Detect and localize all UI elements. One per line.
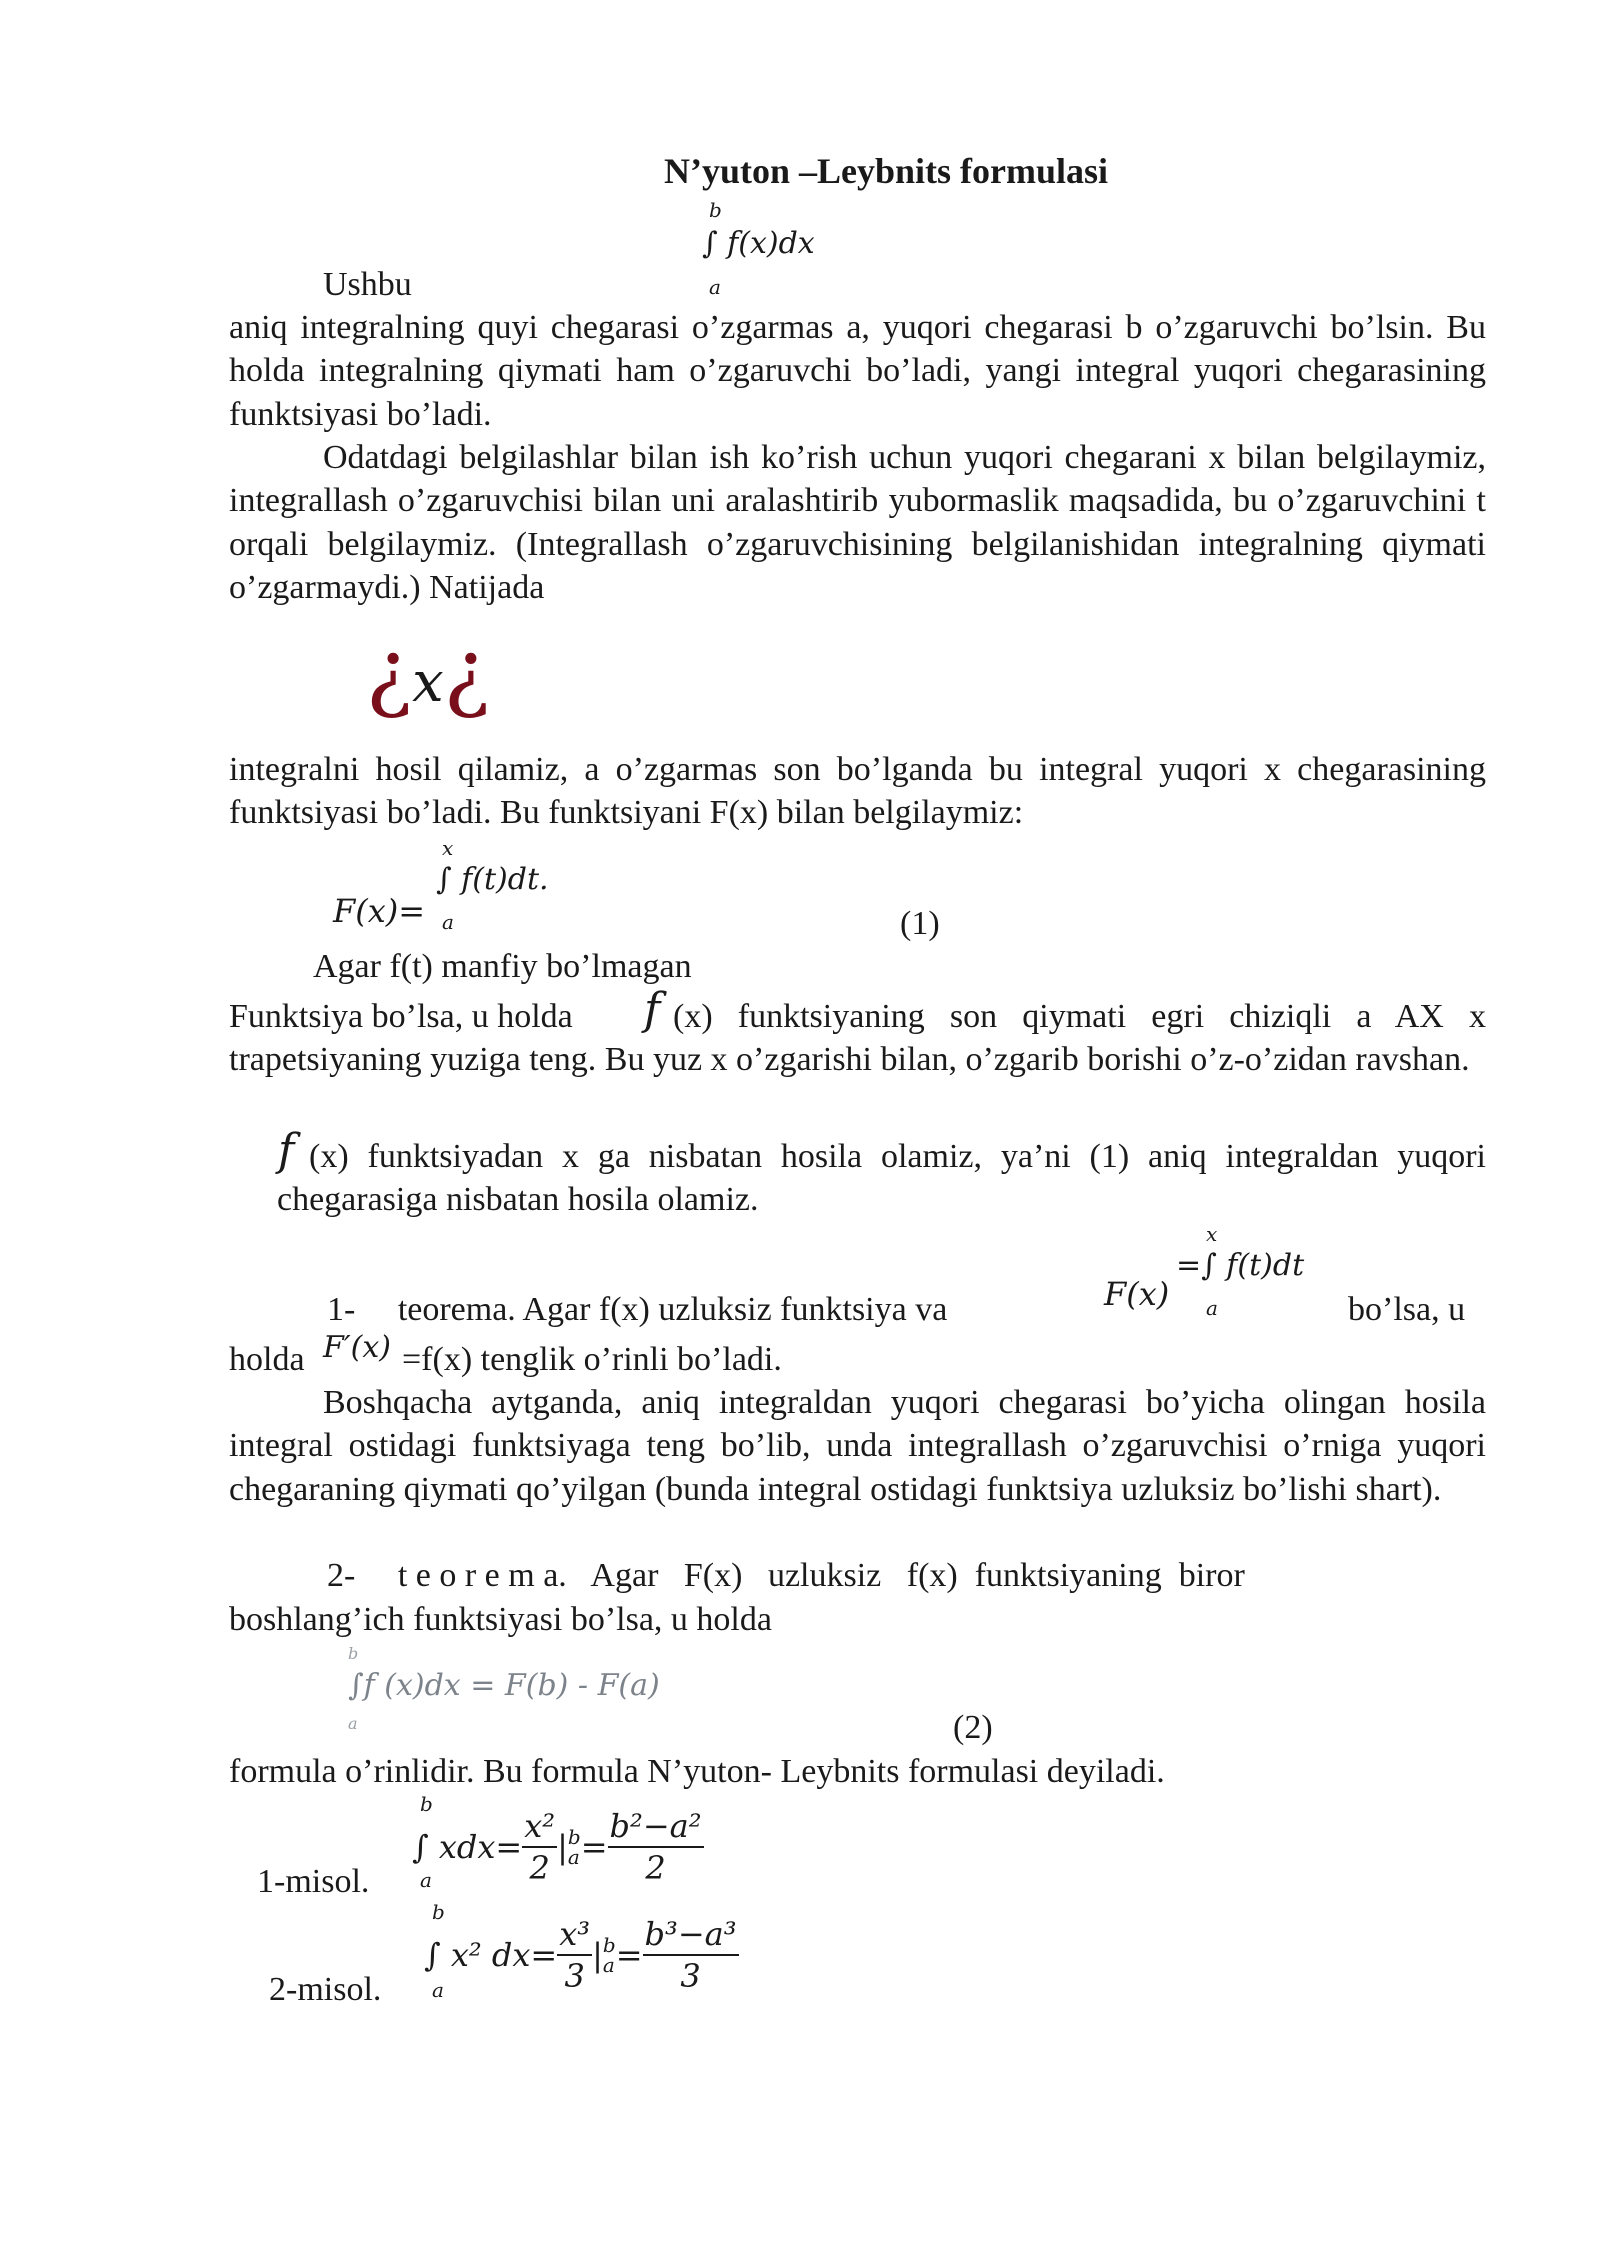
example1-frac1 <box>522 1806 557 1888</box>
theorem1-tail: bo’lsa, u <box>1348 1291 1466 1328</box>
example1-bar-lower: a <box>567 1845 580 1869</box>
intro-lead: Ushbu <box>323 266 412 303</box>
glyph-formula <box>366 622 490 733</box>
example1-upper: b <box>420 1792 433 1816</box>
example2-frac2 <box>643 1914 739 1996</box>
eq2-lower: a <box>348 1714 358 1733</box>
paragraph-4: (x) funktsiyaning son qiymati egri chiziqli a AX x trapetsiyaning yuziga teng. Bu yuz x o’zgarishi bilan, o’zgarib borishi o’z-o’zidan ravshan. <box>229 998 1486 1079</box>
example2-bar: | <box>592 1936 603 1974</box>
example2-frac1-num: x³ <box>557 1914 592 1956</box>
example1-eq: = <box>580 1828 608 1866</box>
theorem2-line2: boshlang’ich funktsiyasi bo’lsa, u holda <box>229 1601 772 1638</box>
paragraph-7: formula o’rinlidir. Bu formula N’yuton- Leybnits formulasi deyiladi. <box>229 1753 1165 1790</box>
example2-frac2-num: b³−a³ <box>643 1914 739 1956</box>
example1-label: 1-misol. <box>257 1863 370 1900</box>
eq1-integral: ∫ f(t)dt. <box>436 862 549 897</box>
example1-frac1-num: x² <box>522 1806 557 1848</box>
glyph-right: ¿ <box>443 622 490 722</box>
example2-eq: = <box>615 1936 643 1974</box>
intro-integral: ∫ f(x)dx <box>702 226 815 261</box>
example1-bar: | <box>557 1828 568 1866</box>
paragraph-3: integralni hosil qilamiz, a o’zgarmas son bo’lganda bu integral yuqori x chegarasining funktsiyasi bo’ladi. Bu funktsiyani F(x) bilan belgilaymiz: <box>229 751 1486 832</box>
eq1-lhs: F(x)= <box>333 892 426 930</box>
example2-bar-lower: a <box>602 1953 615 1977</box>
eq1-lower: a <box>442 910 454 934</box>
example2-formula <box>424 1914 739 1996</box>
theorem1-upper: x <box>1206 1222 1218 1246</box>
example2-frac1-den: 3 <box>564 1957 585 1995</box>
theorem1-line2-tail: =f(x) tenglik o’rinli bo’ladi. <box>402 1341 782 1378</box>
intro-integral-lower: a <box>709 275 721 299</box>
theorem1-formula-rhs: =∫ f(t)dt <box>1176 1248 1305 1283</box>
eq2-number: (2) <box>953 1709 993 1746</box>
example1-formula <box>412 1806 704 1888</box>
example1-lower: a <box>420 1868 432 1892</box>
page-title: N’yuton –Leybnits formulasi <box>663 151 1109 191</box>
theorem1-formula-lhs: F(x) <box>1104 1275 1170 1313</box>
paragraph-4-f: f <box>644 984 661 1035</box>
eq2-upper: b <box>348 1644 359 1663</box>
theorem1-lead: 1- teorema. Agar f(x) uzluksiz funktsiya va <box>327 1291 948 1328</box>
example1-bar-upper: b <box>567 1825 581 1849</box>
example1-frac1-den: 2 <box>529 1849 550 1887</box>
example1-frac2-den: 2 <box>645 1849 666 1887</box>
intro-integral-upper: b <box>709 198 722 222</box>
paragraph-2: Odatdagi belgilashlar bilan ish ko’rish uchun yuqori chegarani x bilan belgilaymiz, integrallash o’zgaruvchisi bilan uni aralashtirib yubormaslik maqsadida, bu o’zgaruvchini t orqali belgilaymiz. (Integrallash o’zgaruvchisining belgilanishidan integralning qiymati o’zgarmaydi.) Natijada <box>229 439 1486 607</box>
theorem1-line2-formula: F′(x) <box>323 1330 391 1365</box>
paragraph-6: Boshqacha aytganda, aniq integraldan yuqori chegarasi bo’yicha olingan hosila integral ostidagi funktsiyaga teng bo’lib, unda integrallash o’zgaruvchisi o’rniga yuqori chegaraning qiymati qo’yilgan (bunda integral ostidagi funktsiya uzluksiz bo’lishi shart). <box>229 1384 1486 1508</box>
example1-frac2-num: b²−a² <box>608 1806 704 1848</box>
glyph-mid: x <box>412 650 444 715</box>
paragraph-4-line1: Agar f(t) manfiy bo’lmagan <box>313 948 692 985</box>
example2-frac1 <box>557 1914 592 1996</box>
example1-integrand: ∫ xdx= <box>412 1828 523 1866</box>
paragraph-1: aniq integralning quyi chegarasi o’zgarmas a, yuqori chegarasi b o’zgaruvchi bo’lsin. Bu holda integralning qiymati ham o’zgaruvchi bo’ladi, yangi integral yuqori chegarasining funktsiyasi bo’ladi. <box>229 309 1486 433</box>
eq2-formula: ∫f (x)dx = F(b) - F(a) <box>348 1668 660 1703</box>
glyph-left: ¿ <box>366 622 413 722</box>
eq1-number: (1) <box>900 905 940 942</box>
paragraph-4-lead: Funktsiya bo’lsa, u holda <box>229 998 573 1035</box>
paragraph-5: (x) funktsiyadan x ga nisbatan hosila olamiz, ya’ni (1) aniq integraldan yuqori chegarasiga nisbatan hosila olamiz. <box>277 1138 1486 1219</box>
example2-lower: a <box>432 1978 444 2002</box>
theorem1-lower: a <box>1206 1296 1218 1320</box>
example2-upper: b <box>432 1900 445 1924</box>
example2-frac2-den: 3 <box>680 1957 701 1995</box>
paragraph-5-f: f <box>278 1125 295 1176</box>
example2-integrand: ∫ x² dx= <box>424 1936 558 1974</box>
eq1-upper: x <box>442 836 454 860</box>
example1-frac2 <box>608 1806 704 1888</box>
example2-bar-upper: b <box>602 1933 616 1957</box>
theorem1-line2-lead: holda <box>229 1341 305 1378</box>
theorem2-line1: 2- t e o r e m a. Agar F(x) uzluksiz f(x) funktsiyaning biror <box>327 1557 1245 1594</box>
example2-label: 2-misol. <box>269 1971 382 2008</box>
